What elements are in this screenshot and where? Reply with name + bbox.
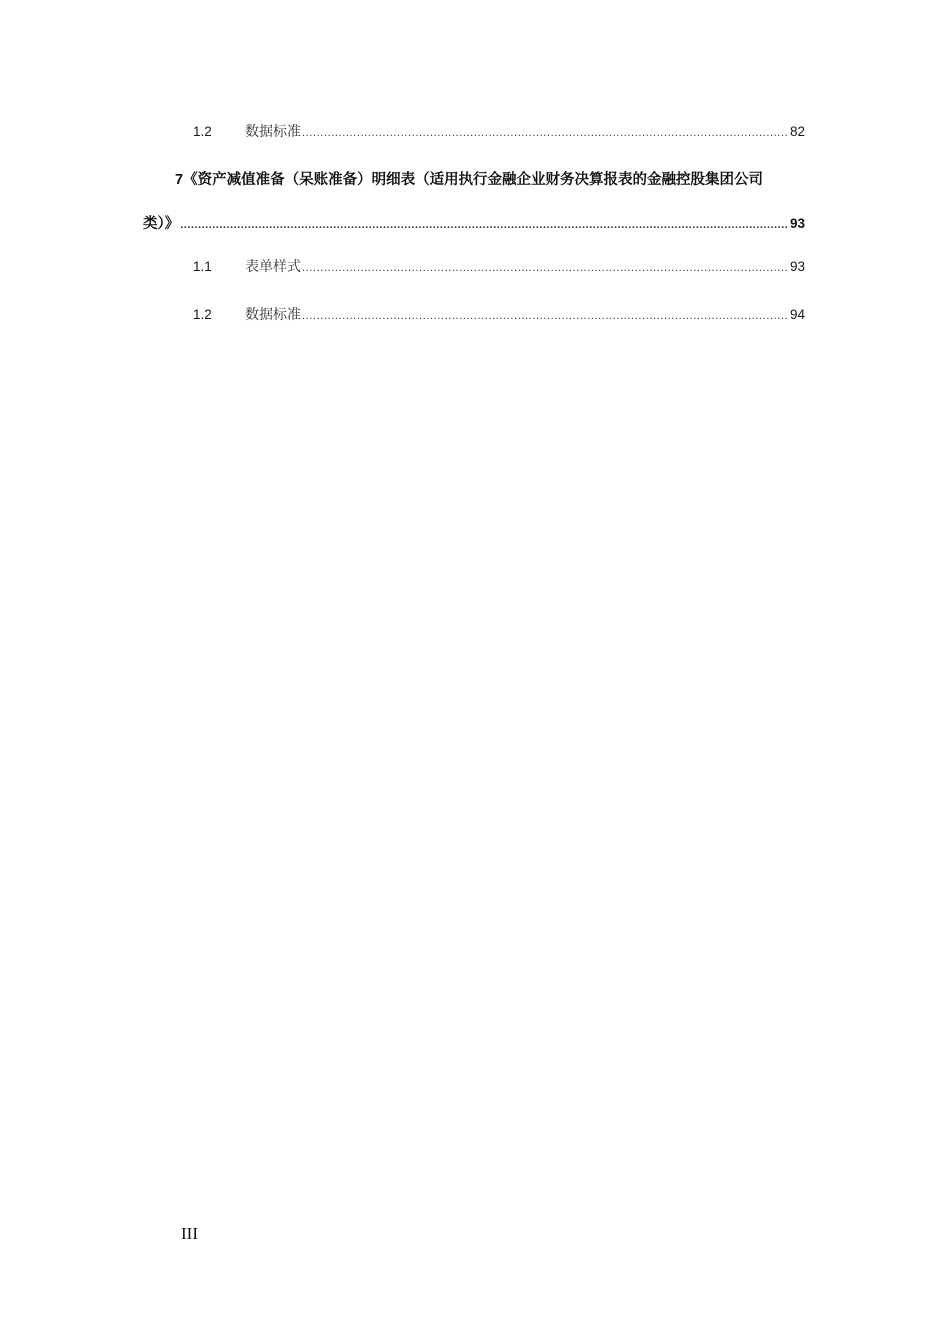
toc-entry-form-style[interactable] <box>193 256 805 276</box>
toc-entry-page-number: 82 <box>789 124 805 139</box>
toc-section-7[interactable] <box>143 158 805 247</box>
toc-entry-title: 数据标准 <box>245 307 301 323</box>
toc-entry-data-standard-2[interactable] <box>193 304 805 324</box>
toc-entry-page-number: 93 <box>789 259 805 274</box>
toc-section-title-line2: 类）》 <box>143 216 180 232</box>
toc-entry-number: 1.2 <box>193 124 212 139</box>
toc-entry-page-number: 94 <box>789 307 805 322</box>
footer-page-number: III <box>181 1224 198 1243</box>
toc-dot-leader <box>302 262 789 274</box>
toc-entry-title: 数据标准 <box>245 124 301 140</box>
toc-entry-number: 1.2 <box>193 307 212 322</box>
toc-entry-title: 表单样式 <box>245 259 301 275</box>
toc-dot-leader <box>180 203 789 247</box>
toc-section-title-line1: 7《资产减值准备（呆账准备）明细表（适用执行金融企业财务决算报表的金融控股集团公司 <box>175 172 764 188</box>
toc-dot-leader <box>302 127 789 139</box>
toc-dot-leader <box>302 310 789 322</box>
toc-section-page-number: 93 <box>789 216 805 231</box>
toc-entry-number: 1.1 <box>193 259 212 274</box>
toc-entry-data-standard-1[interactable] <box>193 121 805 141</box>
